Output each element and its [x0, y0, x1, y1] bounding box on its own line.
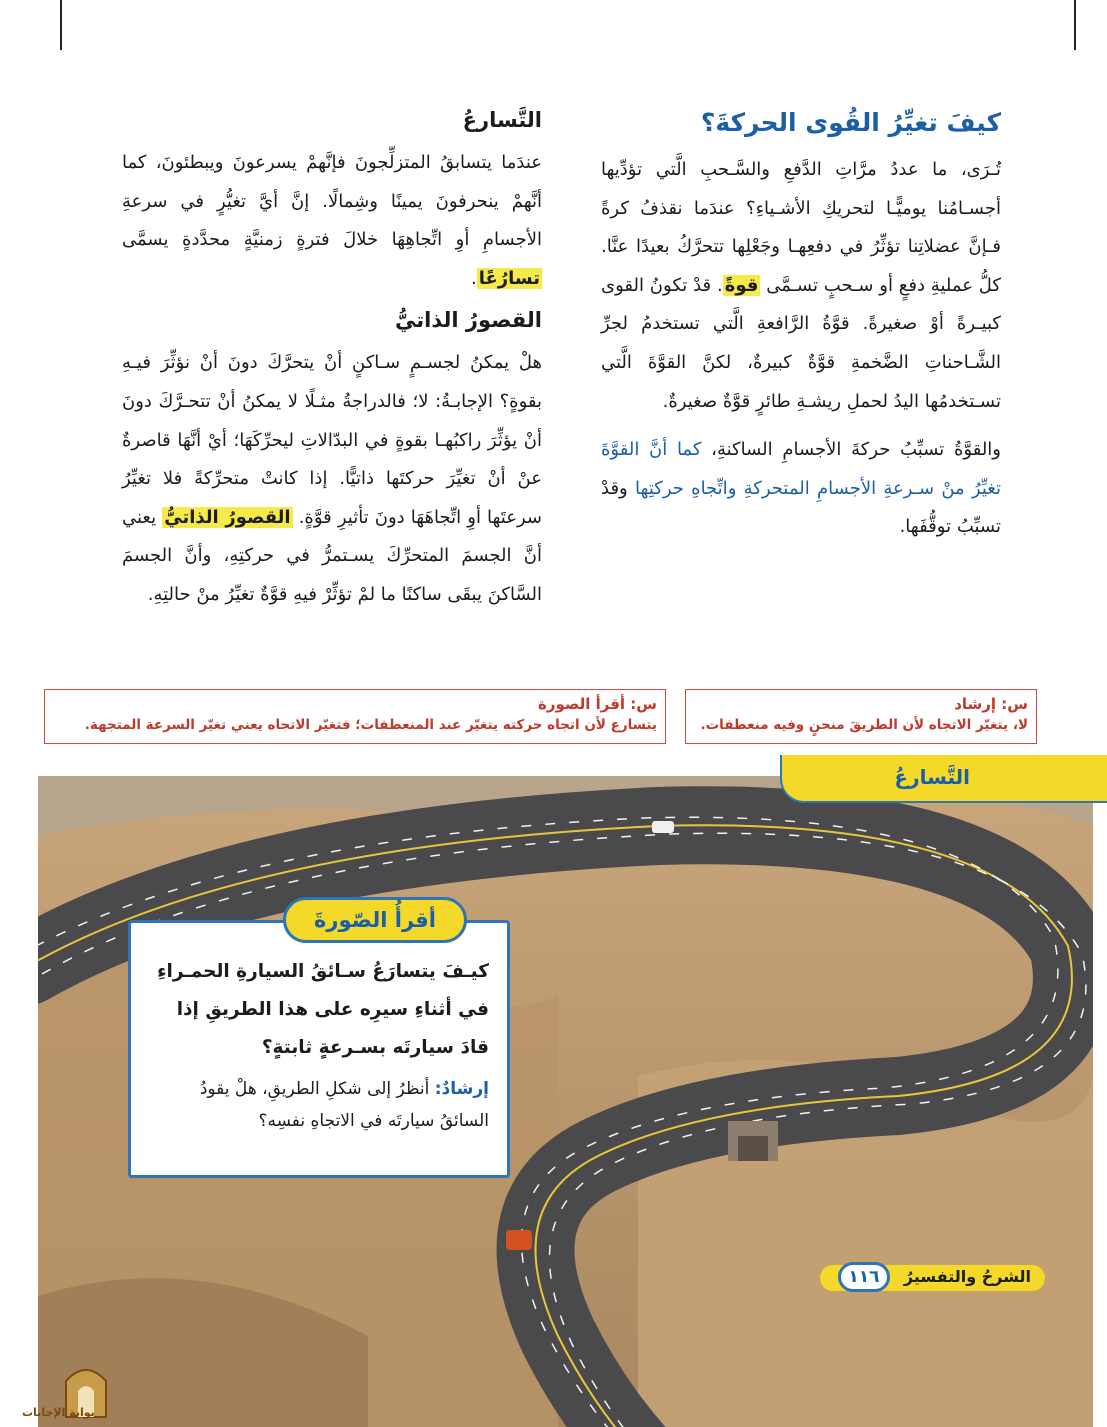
watermark-text: بوابة الإجابات: [22, 1406, 95, 1419]
force-effects-part1: والقوَّةُ تسبِّبُ حركةَ الأجسامِ الساكنةِ،: [711, 439, 1001, 461]
note-answer-hint: لا، يتغيّر الاتجاه لأن الطريقَ منحنٍ وفيه منعطفات.: [700, 717, 1028, 733]
force-effects-part3: وقدْ تسبِّبُ توقُّفَها.: [601, 477, 1001, 538]
left-column: [122, 108, 542, 625]
read-image-hint: [147, 1073, 489, 1137]
hint-label: إرشادٌ:: [434, 1079, 489, 1099]
page-edge-line-left: [60, 0, 62, 50]
force-effects-part2: كما أنَّ القوَّةَ تغيِّرُ منْ سـرعةِ الأجسامِ المتحركةِ واتِّجاهِ حركتِها: [601, 439, 1001, 499]
acceleration-paragraph-text: عندَما يتسابقُ المتزلِّجونَ فإنَّهمْ يسرعونَ ويبطئونَ، كما أنَّهمْ ينحرفونَ يمينًا وشِمالًا. إنَّ أيَّ تغيُّرٍ في سرعةِ الأجسامِ أوِ اتِّجاهِهَا خلالَ فترةٍ زمنيَّةٍ محدَّدةٍ يسمَّى: [122, 152, 542, 251]
forces-paragraph-part1: تُـرَى، ما عددُ مرَّاتِ الدَّفعِ والسَّـحبِ الَّتي تؤدِّيها أجسـامُنا يوميًّـا لتحريكِ الأشـياءِ؟ عندَما نقذفُ كرةً فـإنَّ عضلاتِنا تؤثِّرُ في دفعِهـا وجَعْلِها تتحرَّكُ بعيدًا عنَّا. كلُّ عمليةِ دفعٍ أو سـحبٍ تسـمَّى: [601, 159, 1001, 296]
answer-note-hint: [685, 689, 1037, 744]
acceleration-tab-banner: [780, 755, 1107, 803]
page-number: ١١٦: [838, 1262, 890, 1292]
inertia-paragraph-part1: هلْ يمكنُ لجسـمٍ سـاكنٍ أنْ يتحرَّكَ دونَ أنْ نؤثِّرَ فيـهِ بقوةٍ؟ الإجابـةُ: لا؛ فالدراجةُ مثـلًا لا يمكنُ أنْ تتحـرَّكَ دونَ أنْ يؤثِّرَ راكبُهـا بقوةٍ في البدّالاتِ ليحرِّكَهَا؛ أيْ أنَّهَا قاصرةٌ عنْ أنْ تغيِّرَ حركتَها ذاتيًّا. إذا كانتْ متحرِّكةً فلا تغيِّرُ سرعتَها أوِ اتِّجاهَهَا دونَ تأثيرِ قوَّةٍ.: [122, 352, 542, 528]
read-image-question: كيـفَ يتسارَعُ سـائقُ السيارةِ الحمـراءِ في أثناءِ سيرِه على هذا الطريقِ إذا قادَ سيارتَه بسـرعةٍ ثابتةٍ؟: [157, 961, 489, 1058]
inertia-paragraph-part2: يعني أنَّ الجسمَ المتحرِّكَ يسـتمرُّ في حركتِهِ، وأنَّ الجسمَ السَّاكنَ يبقَى ساكنًا ما لمْ تؤثِّرْ فيهِ قوَّةٌ تغيِّرُ منْ حالتِهِ.: [122, 506, 542, 605]
forces-paragraph: [601, 151, 1001, 421]
forces-paragraph-part2: . قدْ تكونُ القوى كبيـرةً أوْ صغيرةً. قوَّةُ الرَّافعةِ الَّتي تستخدمُ لجرِّ الشَّـاحناتِ الضَّخمةِ قوَّةٌ كبيرةٌ، لكنَّ القوَّةَ الَّتي تسـتخدمُها اليدُ لحملِ ريشـةِ طائرٍ قوَّةٌ صغيرةٌ.: [601, 274, 1001, 412]
section-title-inertia: القصورُ الذاتيُّ: [395, 308, 542, 333]
force-effects-paragraph: [601, 431, 1001, 547]
term-force: قوةً: [724, 274, 759, 296]
section-title-forces: كيفَ تغيِّرُ القُوى الحركةَ؟: [700, 108, 1001, 137]
term-acceleration: تسارُعًا: [478, 267, 540, 289]
note-question-hint: س: إرشاد: [954, 695, 1028, 713]
tab-banner-label: التَّسارعُ: [894, 765, 970, 789]
acceleration-paragraph: عندَما يتسابقُ المتزلِّجونَ فإنَّهمْ يسرعونَ ويبطئونَ، كما أنَّهمْ ينحرفونَ يمينًا وشِمالًا. إنَّ أيَّ تغيُّرٍ في سرعةِ الأجسامِ أوِ اتِّجاهِهَا خلالَ فترةٍ زمنيَّةٍ محدَّدةٍ يسمَّى تسارُعًا.: [122, 152, 542, 289]
read-image-box: [128, 920, 510, 1178]
red-car: [506, 1230, 532, 1250]
note-answer-read-image: يتسارع لأن اتجاه حركته يتغيّر عند المنعطفات؛ فتغيّر الاتجاه يعني تغيّر السرعة المتجهة.: [84, 717, 657, 733]
read-image-tab: أقرأُ الصّورةَ: [283, 897, 467, 943]
term-inertia: القصورُ الذاتيُّ: [164, 506, 291, 528]
footer-section-label: الشرحُ والتفسيرُ: [903, 1267, 1031, 1286]
hint-text: أنظرُ إلى شكلِ الطريقِ، هلْ يقودُ السائقُ سيارتَه في الاتجاهِ نفسِه؟: [199, 1079, 489, 1131]
section-title-acceleration: التَّسارعُ: [462, 108, 542, 132]
inertia-paragraph: [122, 344, 542, 614]
page-edge-line-right: [1074, 0, 1076, 50]
answer-note-read-image: [44, 689, 666, 744]
right-column: [601, 108, 1001, 557]
note-question-read-image: س: أقرأ الصورة: [537, 695, 657, 713]
